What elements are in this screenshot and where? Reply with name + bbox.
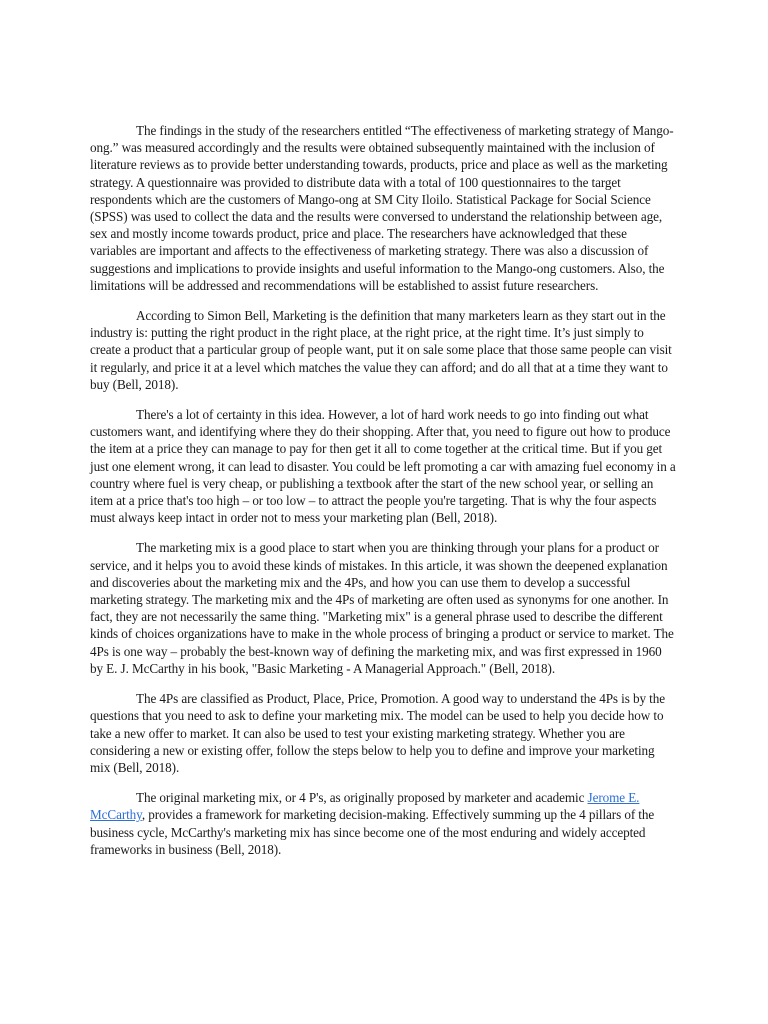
paragraph-findings: The findings in the study of the researchers entitled “The effectiveness of marketing strategy of Mango-ong.” was measured accordingly and the results were obtained subsequently maintained with the inclusion of literature reviews as to provide better understanding towards, products, price and place as well as the marketing strategy. A questionnaire was provided to distribute data with a total of 100 questionnaires to the target respondents which are the customers of Mango-ong at SM City Iloilo. Statistical Package for Social Science (SPSS) was used to collect the data and the results were conversed to understand the relationship between age, sex and mostly income towards product, price and place. The researchers have acknowledged that these variables are important and affects to the effectiveness of marketing strategy. There was also a discussion of suggestions and implications to provide insights and useful information to the Mango-ong customers. Also, the limitations will be addressed and recommendations will be established to assist future researchers. xyxy=(90,123,674,293)
paragraph-original-mix xyxy=(90,789,676,858)
mccarthy-link[interactable]: Jerome E. McCarthy xyxy=(90,790,640,823)
paragraph-certainty: There's a lot of certainty in this idea. However, a lot of hard work needs to go into finding out what customers want, and identifying where they do their shopping. After that, you need to figure out how to produce the item at a price they can manage to pay for then get it all to come together at the critical time. But if you get just one element wrong, it can lead to disaster. You could be left promoting a car with amazing fuel economy in a country where fuel is very cheap, or publishing a textbook after the start of the new school year, or selling an item at a price that's too high – or too low – to attract the people you're targeting. That is why the four aspects must always keep intact in order not to mess your marketing plan (Bell, 2018). xyxy=(90,407,676,526)
paragraph-original-mix-tail: , provides a framework for marketing decision-making. Effectively summing up the 4 pillars of the business cycle, McCarthy's marketing mix has since become one of the most enduring and widely accepted frameworks in business (Bell, 2018). xyxy=(90,807,655,857)
paragraph-marketing-definition: According to Simon Bell, Marketing is the definition that many marketers learn as they start out in the industry is: putting the right product in the right place, at the right price, at the right time. It’s just simply to create a product that a particular group of people want, put it on sale some place that those same people can visit it regularly, and price it at a level which matches the value they can afford; and do all that at a time they want to buy (Bell, 2018). xyxy=(90,308,672,392)
paragraph-four-ps: The 4Ps are classified as Product, Place, Price, Promotion. A good way to understand the 4Ps is by the questions that you need to ask to define your marketing mix. The model can be used to help you decide how to take a new offer to market. It can also be used to test your existing marketing strategy. Whether you are considering a new or existing offer, follow the steps below to help you to define and improve your marketing mix (Bell, 2018). xyxy=(90,691,665,775)
paragraph-marketing-mix: The marketing mix is a good place to start when you are thinking through your plans for a product or service, and it helps you to avoid these kinds of mistakes. In this article, it was shown the deepened explanation and discoveries about the marketing mix and the 4Ps, and how you can use them to develop a successful marketing strategy. The marketing mix and the 4Ps of marketing are often used as synonyms for one another. In fact, they are not necessarily the same thing. "Marketing mix" is a general phrase used to describe the different kinds of choices organizations have to make in the whole process of bringing a product or service to market. The 4Ps is one way – probably the best-known way of defining the marketing mix, and was first expressed in 1960 by E. J. McCarthy in his book, "Basic Marketing - A Managerial Approach." (Bell, 2018). xyxy=(90,540,674,676)
document-body xyxy=(90,122,676,871)
paragraph-original-mix-lead: The original marketing mix, or 4 P's, as originally proposed by marketer and academic xyxy=(136,790,588,806)
